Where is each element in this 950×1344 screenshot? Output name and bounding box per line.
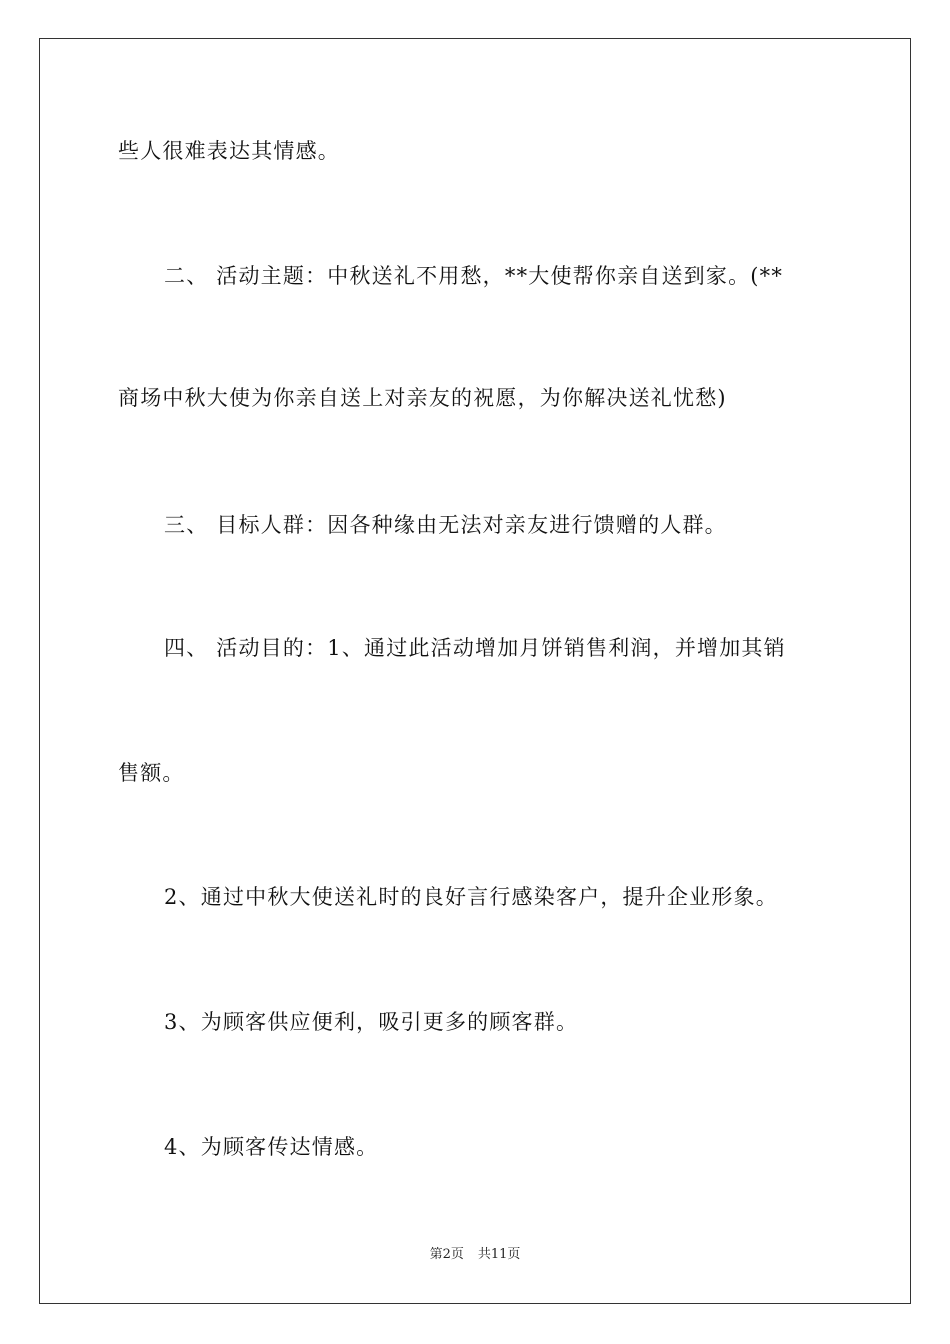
section-2-theme-line-2: 商场中秋大使为你亲自送上对亲友的祝愿，为你解决送礼忧愁) [118,386,727,410]
page-footer [0,1246,950,1264]
goal-item-2: 2、通过中秋大使送礼时的良好言行感染客户，提升企业形象。 [164,885,778,909]
page-border [39,38,911,1304]
goal-item-4: 4、为顾客传达情感。 [164,1135,379,1159]
page-total: 共11页 [477,1247,521,1262]
section-4-goals-line-1: 四、 活动目的：1、通过此活动增加月饼销售利润，并增加其销 [164,636,786,660]
goal-item-3: 3、为顾客供应便利，吸引更多的顾客群。 [164,1010,579,1034]
section-2-theme-line-1: 二、 活动主题：中秋送礼不用愁，**大使帮你亲自送到家。(** [164,264,784,288]
section-3-target-audience: 三、 目标人群：因各种缘由无法对亲友进行馈赠的人群。 [164,513,727,537]
section-4-goals-line-2: 售额。 [118,761,185,785]
page-number: 第2页 [429,1247,464,1262]
paragraph-line-1: 些人很难表达其情感。 [118,139,340,163]
